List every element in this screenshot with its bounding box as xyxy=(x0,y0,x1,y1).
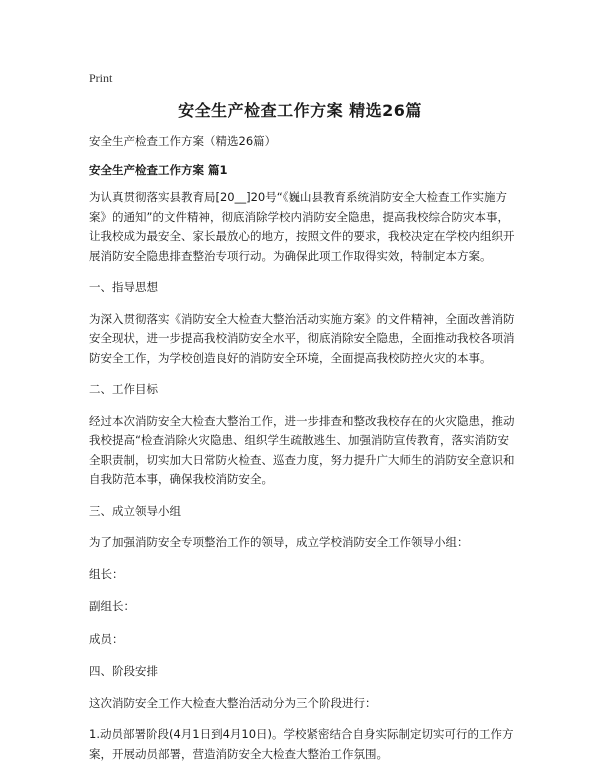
paragraph-work-goals: 经过本次消防安全大检查大整治工作，进一步排查和整改我校存在的火灾隐患，推动我校提高“检查消除火灾隐患、组织学生疏散逃生、加强消防宣传教育，落实消防安全职责制，切实加大日常防火检查、巡查力度，努力提升广大师生的消防安全意识和自我防范本事，确保我校消防安全。 xyxy=(89,413,515,486)
heading-leading-group: 三、成立领导小组 xyxy=(89,503,181,518)
heading-stage-arrangement: 四、阶段安排 xyxy=(89,664,158,678)
leader-label: 组长： xyxy=(89,566,124,581)
paragraph-guiding-ideology: 为深入贯彻落实《消防安全大检查大整治活动实施方案》的文件精神，全面改善消防安全现状，进一步提高我校消防安全水平，彻底消除安全隐患，全面推动我校各项消防安全工作，为学校创造良好的消防安全环境，全面提高我校防控火灾的本事。 xyxy=(89,311,515,365)
paragraph-stage-intro: 这次消防安全工作大检查大整治活动分为三个阶段进行： xyxy=(89,695,377,710)
heading-guiding-ideology: 一、指导思想 xyxy=(89,280,158,294)
paragraph-stage-1: 1.动员部署阶段(4月1日到4月10日)。学校紧密结合自身实际制定切实可行的工作方案，开展动员部署，营造消防安全大检查大整治工作氛围。 xyxy=(89,727,514,761)
document-subtitle: 安全生产检查工作方案（精选26篇） xyxy=(89,134,277,148)
paragraph-leading-group: 为了加强消防安全专项整治工作的领导，成立学校消防安全工作领导小组： xyxy=(89,535,469,549)
deputy-leader-label: 副组长： xyxy=(89,599,135,613)
section-title: 安全生产检查工作方案 篇1 xyxy=(89,162,228,177)
intro-paragraph: 为认真贯彻落实县教育局[20__]20号“《巍山县教育系统消防安全大检查工作实施方案》的通知”的文件精神，彻底消除学校内消防安全隐患，提高我校综合防灾本事，让我校成为最安全、家长最放心的地方，按照文件的要求，我校决定在学校内组织开展消防安全隐患排查整治专项行动。为确保此项工作取得实效，特制定本方案。 xyxy=(89,190,515,263)
page-title: 安全生产检查工作方案 精选26篇 xyxy=(178,101,422,120)
document-body xyxy=(89,132,519,776)
heading-work-goals: 二、工作目标 xyxy=(89,382,158,396)
print-label[interactable]: Print xyxy=(89,71,113,85)
member-label: 成员： xyxy=(89,631,124,646)
